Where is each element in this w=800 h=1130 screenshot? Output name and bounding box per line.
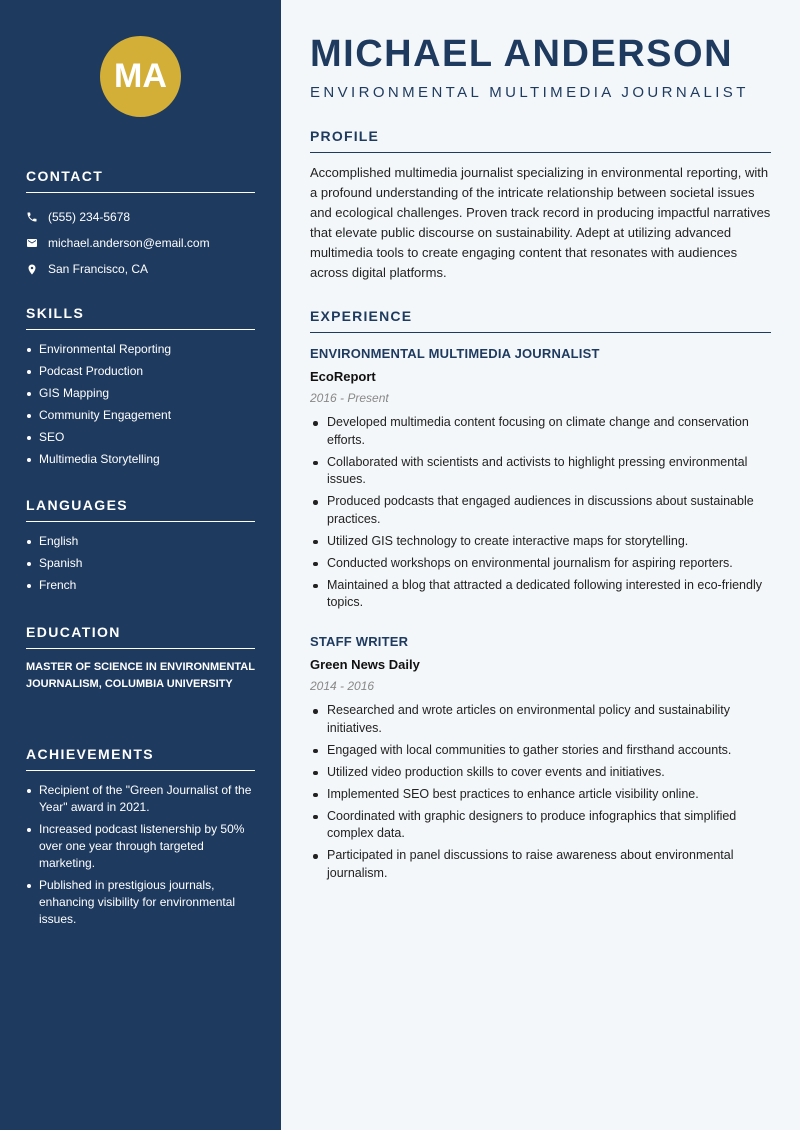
job-company: EcoReport	[310, 369, 376, 384]
contact-email	[26, 230, 255, 256]
sidebar	[0, 0, 281, 1130]
job-bullet: Maintained a blog that attracted a dedicated following interested in eco-friendly topics.	[310, 577, 771, 612]
phone-icon	[26, 211, 48, 223]
job-bullet: Produced podcasts that engaged audiences in discussions about sustainable practices.	[310, 493, 771, 528]
job-dates: 2014 - 2016	[310, 679, 375, 693]
contact-phone	[26, 204, 255, 230]
email-text: michael.anderson@email.com	[48, 236, 210, 250]
job-bullet: Coordinated with graphic designers to produce infographics that simplified complex data.	[310, 808, 771, 843]
mail-icon	[26, 237, 48, 249]
skill-item: Community Engagement	[26, 407, 255, 424]
achievements-section	[26, 746, 255, 933]
language-item: English	[26, 533, 255, 550]
job-bullet: Participated in panel discussions to raise awareness about environmental journalism.	[310, 847, 771, 882]
phone-text: (555) 234-5678	[48, 210, 131, 224]
job-dates: 2016 - Present	[310, 391, 389, 405]
job-entry	[310, 346, 771, 616]
job-bullet: Collaborated with scientists and activists to highlight pressing environmental issues.	[310, 454, 771, 489]
achievement-item: Increased podcast listenership by 50% over one year through targeted marketing.	[26, 821, 255, 872]
contact-heading: CONTACT	[26, 168, 255, 193]
achievements-list	[26, 782, 255, 928]
languages-list	[26, 533, 255, 594]
job-bullet: Engaged with local communities to gather stories and firsthand accounts.	[310, 742, 771, 760]
job-bullet: Implemented SEO best practices to enhance article visibility online.	[310, 786, 771, 804]
skills-list	[26, 341, 255, 468]
contact-location	[26, 256, 255, 282]
job-title: ENVIRONMENTAL MULTIMEDIA JOURNALIST	[310, 346, 600, 361]
achievement-item: Recipient of the "Green Journalist of the Year" award in 2021.	[26, 782, 255, 816]
job-bullet: Utilized GIS technology to create interactive maps for storytelling.	[310, 533, 771, 551]
language-item: Spanish	[26, 555, 255, 572]
job-entry	[310, 634, 771, 887]
contact-section	[26, 168, 255, 282]
profile-text: Accomplished multimedia journalist specializing in environmental reporting, with a profound understanding of the intricate relationship between societal issues and ecological challenges. Proven track record in producing impactful narratives that elevate public discourse on sustainability. Adept at utilizing advanced multimedia tools to create engaging content that resonates with audiences across digital platforms.	[310, 165, 771, 280]
achievement-item: Published in prestigious journals, enhancing visibility for environmental issues.	[26, 877, 255, 928]
skill-item: Podcast Production	[26, 363, 255, 380]
education-section	[26, 624, 255, 693]
job-bullet: Developed multimedia content focusing on climate change and conservation efforts.	[310, 414, 771, 449]
avatar: MA	[100, 36, 181, 117]
job-company: Green News Daily	[310, 657, 420, 672]
job-title: STAFF WRITER	[310, 634, 409, 649]
candidate-title: ENVIRONMENTAL MULTIMEDIA JOURNALIST	[310, 84, 749, 101]
location-text: San Francisco, CA	[48, 262, 149, 276]
skill-item: GIS Mapping	[26, 385, 255, 402]
education-degree: MASTER OF SCIENCE IN ENVIRONMENTAL JOURNALISM, COLUMBIA UNIVERSITY	[26, 661, 255, 690]
job-bullets	[310, 414, 771, 612]
experience-heading: EXPERIENCE	[310, 308, 771, 333]
skill-item: Environmental Reporting	[26, 341, 255, 358]
skill-item: Multimedia Storytelling	[26, 451, 255, 468]
location-pin-icon	[26, 263, 48, 276]
skills-section	[26, 305, 255, 473]
job-bullet: Researched and wrote articles on environmental policy and sustainability initiatives.	[310, 702, 771, 737]
job-bullets	[310, 702, 771, 882]
profile-heading: PROFILE	[310, 128, 771, 153]
job-bullet: Utilized video production skills to cover events and initiatives.	[310, 764, 771, 782]
skills-heading: SKILLS	[26, 305, 255, 330]
languages-heading: LANGUAGES	[26, 497, 255, 522]
achievements-heading: ACHIEVEMENTS	[26, 746, 255, 771]
languages-section	[26, 497, 255, 599]
education-heading: EDUCATION	[26, 624, 255, 649]
candidate-name: MICHAEL ANDERSON	[310, 33, 734, 75]
job-bullet: Conducted workshops on environmental journalism for aspiring reporters.	[310, 555, 771, 573]
skill-item: SEO	[26, 429, 255, 446]
language-item: French	[26, 577, 255, 594]
